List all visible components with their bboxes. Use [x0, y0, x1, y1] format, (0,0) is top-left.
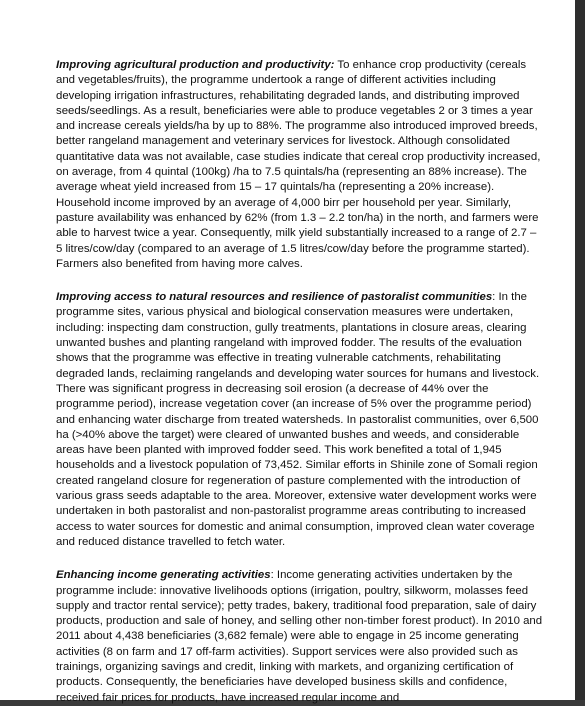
paragraph-natural-resources — [56, 290, 545, 550]
paragraph-agricultural-production — [56, 58, 545, 272]
paragraph-heading: Enhancing income generating activities — [56, 569, 271, 582]
paragraph-body: : Income generating activities undertaken by the programme include: innovative livelihoods options (irrigation, poultry, silkworm, molasses feed supply and tractor rental service); petty trades, bakery, traditional food preparation, sale of dairy products, production and sale of honey, and selling other non-timber forest product). In 2010 and 2011 about 4,438 beneficiaries (3,682 female) were able to engage in 25 income generating activities (8 on farm and 17 off-farm activities). Support services were also provided such as trainings, organizing savings and credit, linking with markets, and organizing certification of products. Consequently, the beneficiaries have developed business skills and confidence, received fair prices for products, have increased regular income and — [56, 569, 543, 704]
paragraph-heading: Improving agricultural production and productivity: — [56, 59, 335, 71]
paragraph-body: To enhance crop productivity (cereals and vegetables/fruits), the programme undertook a range of different activities including developing irrigation infrastructures, rehabilitating degraded lands, and distributing improved seeds/seedlings. As a result, beneficiaries were able to produce vegetables 2 or 3 times a year and increase cereals yields/ha by up to 88%. The programme also introduced improved breeds, better rangeland management and veterinary services for livestock. Although consolidated quantitative data was not available, case studies indicate that cereal crop productivity increased, on average, from 4 quintal (100kg) /ha to 7.5 quintals/ha (representing an 88% increase). The average wheat yield increased from 15 – 17 quintals/ha (representing a 20% increase). Household income improved by an average of 4,000 birr per household per year. Similarly, pasture availability was enhanced by 62% (from 1.3 – 2.2 ton/ha) in the north, and farmers were able to harvest twice a year. Consequently, milk yield substantially increased to a range of 2.7 – 5 litres/cow/day (compared to an average of 1.5 litres/cow/day before the programme started). Farmers also benefited from having more calves. — [56, 59, 541, 270]
paragraph-income-generating — [56, 568, 545, 706]
paragraph-heading: Improving access to natural resources and resilience of pastoralist communities — [56, 291, 493, 304]
paragraph-body: : In the programme sites, various physical and biological conservation measures were undertaken, including: inspecting dam construction, gully treatments, plantations in closure areas, clearing unwanted bushes and planting rangeland with improved fodder. The results of the evaluation shows that the programme was effective in treating vulnerable catchments, rehabilitating degraded lands, reclaiming rangelands and developing water sources for humans and livestock. There was significant progress in decreasing soil erosion (a decrease of 44% over the programme period), increase vegetation cover (an increase of 5% over the programme period) and enhancing water discharge from treated watersheds. In pastoralist communities, over 6,500 ha (>40% above the target) were cleared of unwanted bushes and weeds, and considerable areas have been planted with improved fodder seed. This work benefited a total of 1,945 households and a livestock population of 73,452. Similar efforts in Shinile zone of Somali region created rangeland closure for regeneration of pasture complemented with the introduction of various grass seeds adaptable to the area. Moreover, extensive water development works were undertaken in both pastoralist and non-pastoralist programme areas contributing to increased access to water sources for domestic and animal consumption, improved clean water coverage and reduced distance travelled to fetch water. — [56, 291, 540, 548]
viewer-background-edge — [575, 0, 585, 700]
